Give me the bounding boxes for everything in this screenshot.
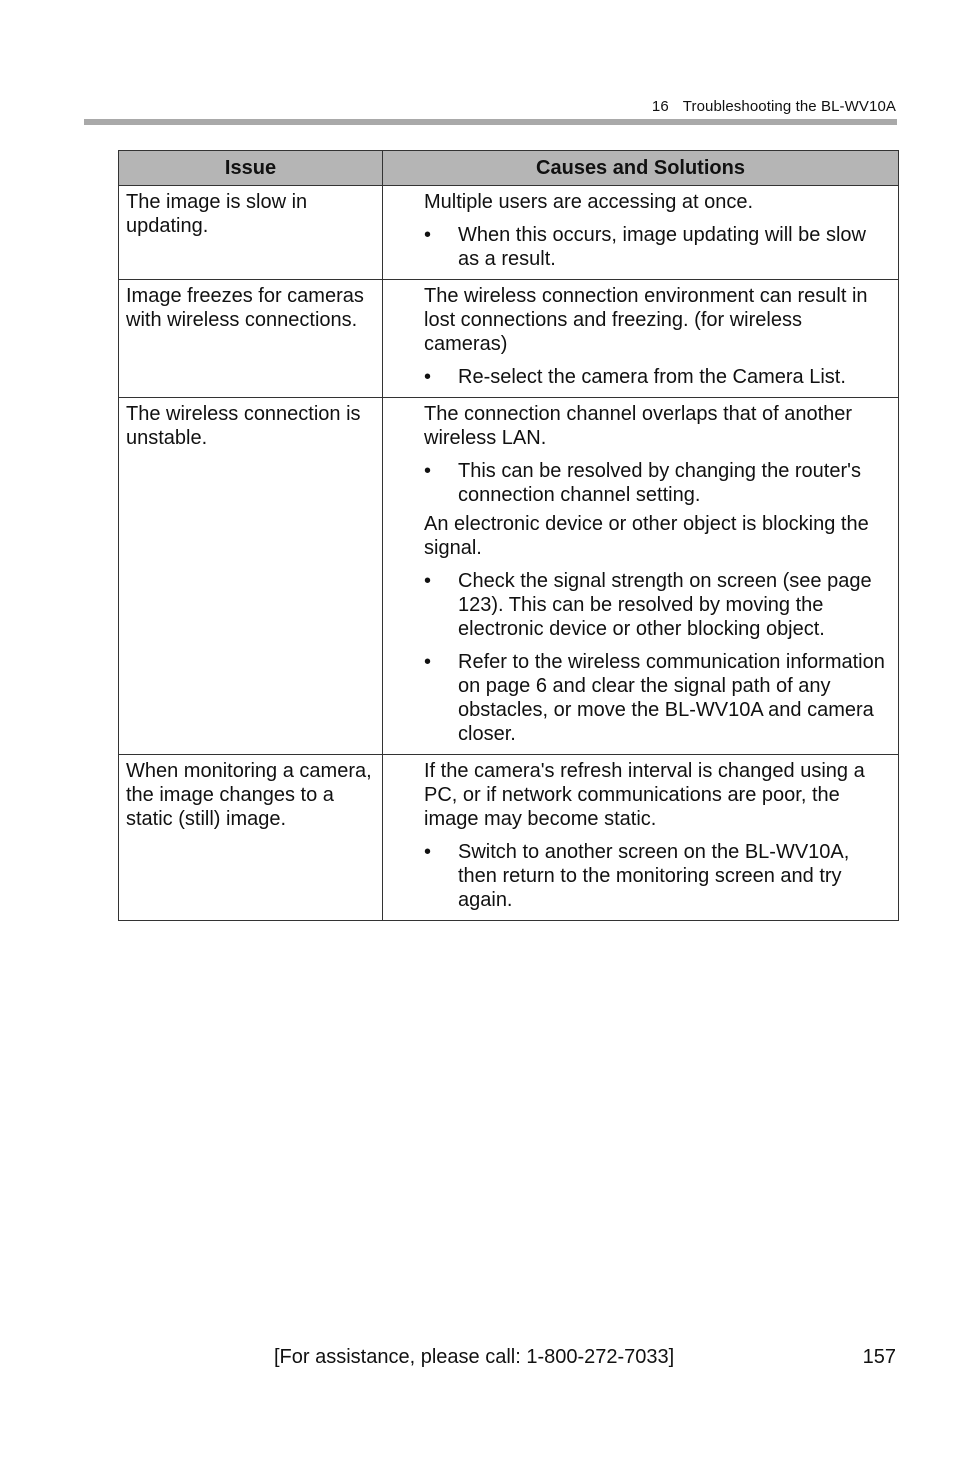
solutions-cell bbox=[383, 755, 899, 921]
solution-bullet bbox=[424, 569, 890, 641]
cause-text: The connection channel overlaps that of another wireless LAN. bbox=[424, 403, 853, 449]
bullet-text: Switch to another screen on the BL-WV10A, then return to the monitoring screen and try again. bbox=[458, 841, 850, 911]
page-number: 157 bbox=[862, 1346, 896, 1368]
cause-text: The wireless connection environment can result in lost connections and freezing. (for wireless cameras) bbox=[424, 285, 868, 355]
bullet-text: Re-select the camera from the Camera List. bbox=[458, 366, 846, 388]
bullet-text: When this occurs, image updating will be slow as a result. bbox=[458, 224, 866, 270]
column-header-solutions: Causes and Solutions bbox=[383, 151, 899, 186]
bullet-icon: • bbox=[424, 651, 432, 673]
issue-cell: The wireless connection is unstable. bbox=[119, 398, 383, 755]
cause-text: An electronic device or other object is blocking the signal. bbox=[424, 513, 869, 559]
bullet-text: Refer to the wireless communication information on page 6 and clear the signal path of any obstacles, or move the BL-WV10A and camera closer. bbox=[458, 651, 885, 745]
issue-cell: When monitoring a camera, the image changes to a static (still) image. bbox=[119, 755, 383, 921]
solution-bullet bbox=[424, 223, 890, 271]
bullet-text: Check the signal strength on screen (see page 123). This can be resolved by moving the electronic device or other blocking object. bbox=[458, 570, 872, 640]
cause-text: Multiple users are accessing at once. bbox=[424, 191, 754, 213]
bullet-icon: • bbox=[424, 460, 432, 482]
solution-bullet bbox=[424, 459, 890, 507]
bullet-icon: • bbox=[424, 841, 432, 863]
solution-bullet bbox=[424, 365, 890, 389]
header-rule bbox=[84, 119, 897, 125]
solutions-cell bbox=[383, 186, 899, 280]
bullet-icon: • bbox=[424, 366, 432, 388]
table-header-row bbox=[119, 151, 899, 186]
table-row bbox=[119, 755, 899, 921]
assistance-footer: [For assistance, please call: 1-800-272-7033] bbox=[274, 1346, 675, 1368]
cause-text: If the camera's refresh interval is changed using a PC, or if network communications are poor, the image may become static. bbox=[424, 760, 865, 830]
table-row bbox=[119, 398, 899, 755]
chapter-title: Troubleshooting the BL-WV10A bbox=[682, 98, 896, 115]
bullet-text: This can be resolved by changing the router's connection channel setting. bbox=[458, 460, 861, 506]
troubleshooting-table bbox=[118, 150, 899, 921]
issue-cell: The image is slow in updating. bbox=[119, 186, 383, 280]
bullet-icon: • bbox=[424, 570, 432, 592]
solution-bullet bbox=[424, 650, 890, 746]
table-row bbox=[119, 186, 899, 280]
issue-cell: Image freezes for cameras with wireless connections. bbox=[119, 280, 383, 398]
solutions-cell bbox=[383, 398, 899, 755]
table-row bbox=[119, 280, 899, 398]
running-head bbox=[652, 98, 896, 115]
solution-bullet bbox=[424, 840, 890, 912]
chapter-number: 16 bbox=[651, 98, 669, 115]
column-header-issue: Issue bbox=[119, 151, 383, 186]
bullet-icon: • bbox=[424, 224, 432, 246]
table-body bbox=[119, 186, 899, 921]
solutions-cell bbox=[383, 280, 899, 398]
